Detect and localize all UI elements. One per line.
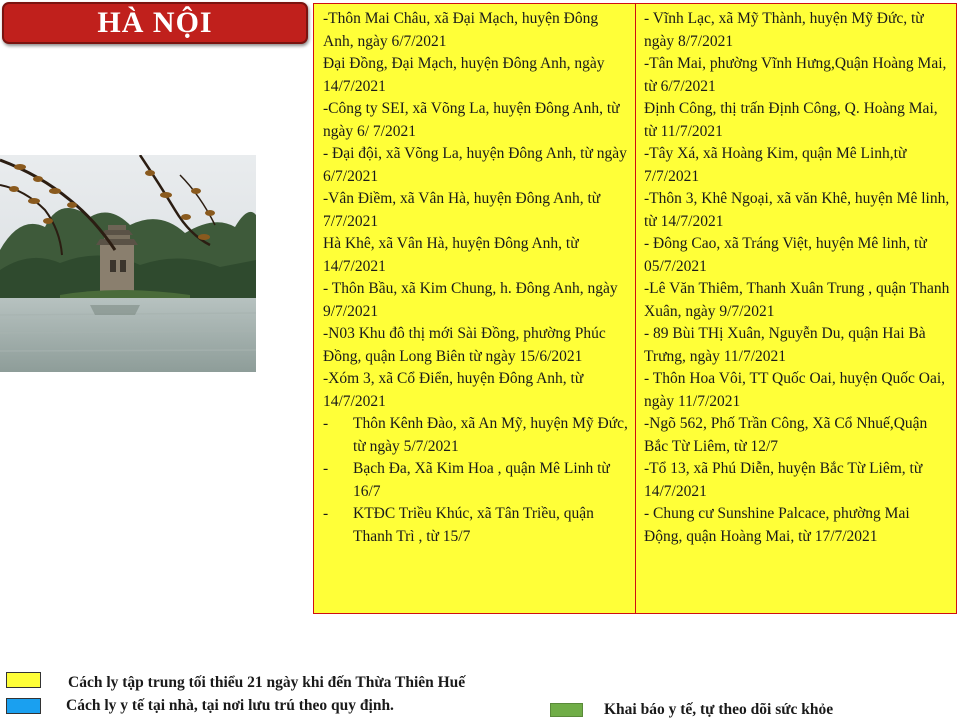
location-entry: - Thôn Bầu, xã Kim Chung, h. Đông Anh, ngày 9/7/2021 [323, 280, 618, 320]
legend-swatch-blue [6, 698, 41, 714]
location-entry: -Lê Văn Thiêm, Thanh Xuân Trung , quận Thanh Xuân, ngày 9/7/2021 [644, 280, 950, 320]
bullet-entry [323, 458, 629, 503]
location-entry: Định Công, thị trấn Định Công, Q. Hoàng Mai, từ 11/7/2021 [644, 100, 938, 140]
legend-swatch-green [550, 703, 583, 717]
bullet-mark: - [323, 415, 329, 432]
bullet-text: Thôn Kênh Đào, xã An Mỹ, huyện Mỹ Đức, từ ngày 5/7/2021 [353, 415, 628, 455]
legend-swatch-yellow [6, 672, 41, 688]
left-column [314, 4, 635, 613]
location-entry: -Công ty SEI, xã Võng La, huyện Đông Anh, từ ngày 6/ 7/2021 [323, 100, 620, 140]
province-title: HÀ NỘI [2, 2, 308, 44]
hoan-kiem-lake-photo [0, 155, 256, 372]
location-entry: -Thôn Mai Châu, xã Đại Mạch, huyện Đông Anh, ngày 6/7/2021 [323, 10, 599, 50]
location-entry: - Đại đội, xã Võng La, huyện Đông Anh, từ ngày 6/7/2021 [323, 145, 627, 185]
location-entry: - Đông Cao, xã Tráng Việt, huyện Mê linh, từ 05/7/2021 [644, 235, 927, 275]
location-entry: - Chung cư Sunshine Palcace, phường Mai Động, quận Hoàng Mai, từ 17/7/2021 [644, 505, 910, 545]
location-entry: Đại Đồng, Đại Mạch, huyện Đông Anh, ngày 14/7/2021 [323, 55, 605, 95]
location-entry: - Vĩnh Lạc, xã Mỹ Thành, huyện Mỹ Đức, từ ngày 8/7/2021 [644, 10, 924, 50]
location-entry: - 89 Bùi THị Xuân, Nguyễn Du, quận Hai Bà Trưng, ngày 11/7/2021 [644, 325, 926, 365]
bullet-text: KTĐC Triều Khúc, xã Tân Triều, quận Thanh Trì , từ 15/7 [353, 505, 594, 545]
location-entry: -Tây Xá, xã Hoàng Kim, quận Mê Linh,từ 7/7/2021 [644, 145, 907, 185]
location-entry: -Ngõ 562, Phố Trần Công, Xã Cổ Nhuế,Quận Bắc Từ Liêm, từ 12/7 [644, 415, 928, 455]
location-entry: Hà Khê, xã Vân Hà, huyện Đông Anh, từ 14/7/2021 [323, 235, 579, 275]
location-entry: -Tân Mai, phường Vĩnh Hưng,Quận Hoàng Mai, từ 6/7/2021 [644, 55, 947, 95]
bullet-mark: - [323, 505, 329, 522]
legend-label-green: Khai báo y tế, tự theo dõi sức khỏe [604, 701, 834, 718]
legend-label-yellow: Cách ly tập trung tối thiểu 21 ngày khi đến Thừa Thiên Huế [68, 674, 466, 691]
location-entry: -Thôn 3, Khê Ngoại, xã văn Khê, huyện Mê linh, từ 14/7/2021 [644, 190, 950, 230]
location-entry: -Vân Điềm, xã Vân Hà, huyện Đông Anh, từ 7/7/2021 [323, 190, 601, 230]
outbreak-locations-table [313, 3, 957, 614]
bullet-entry [323, 503, 629, 548]
legend-label-blue: Cách ly y tế tại nhà, tại nơi lưu trú theo quy định. [66, 697, 394, 714]
location-entry: -Tổ 13, xã Phú Diễn, huyện Bắc Từ Liêm, từ 14/7/2021 [644, 460, 923, 500]
bullet-mark: - [323, 460, 329, 477]
bullet-text: Bạch Đa, Xã Kim Hoa , quận Mê Linh từ 16/7 [353, 460, 610, 500]
right-column [635, 4, 956, 613]
location-entry: -Xóm 3, xã Cổ Điển, huyện Đông Anh, từ 14/7/2021 [323, 370, 584, 410]
bullet-entry [323, 413, 629, 458]
location-entry: - Thôn Hoa Vôi, TT Quốc Oai, huyện Quốc Oai, ngày 11/7/2021 [644, 370, 946, 410]
location-entry: -N03 Khu đô thị mới Sài Đồng, phường Phúc Đồng, quận Long Biên từ ngày 15/6/2021 [323, 325, 606, 365]
